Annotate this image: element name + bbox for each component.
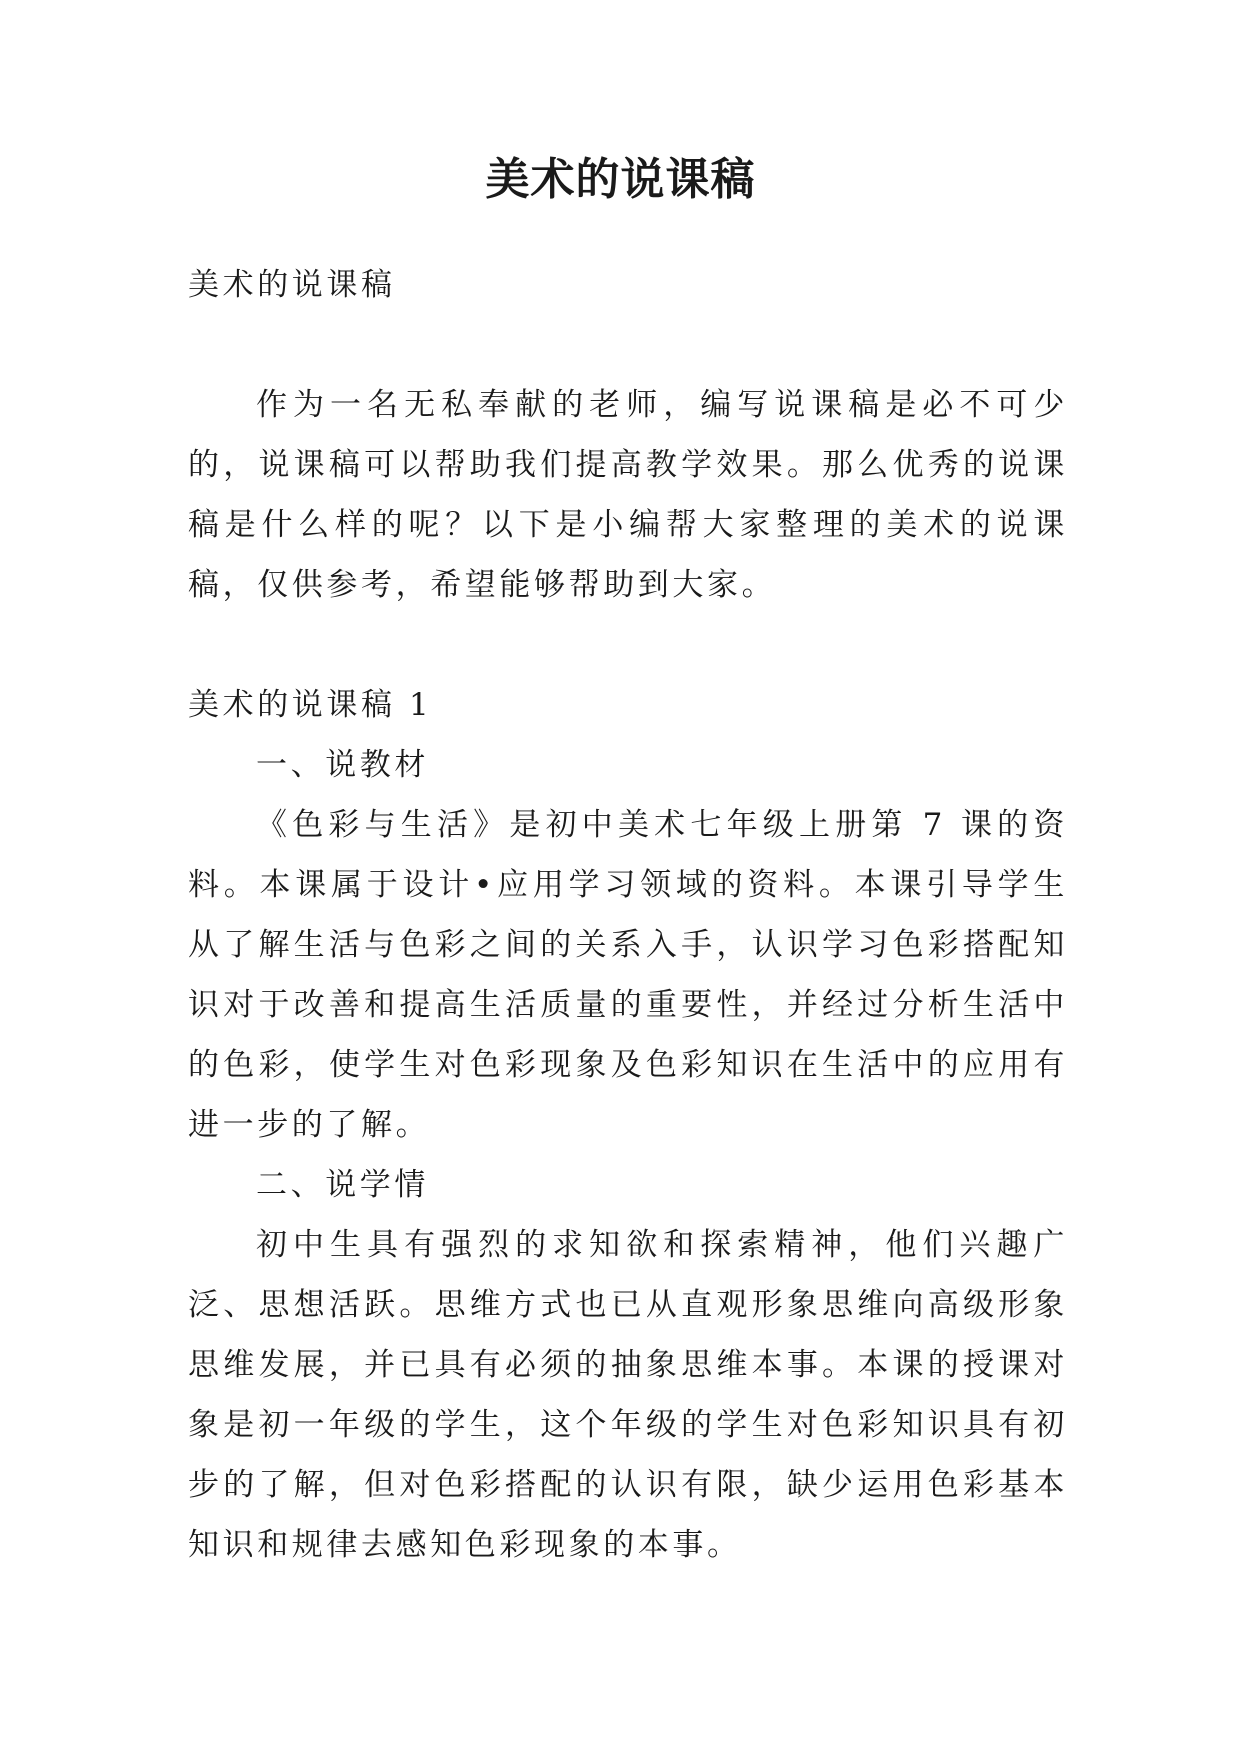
heading-learners: 二、说学情 (256, 1167, 429, 1203)
document-body (188, 255, 1068, 1575)
document-title: 美术的说课稿 (485, 154, 756, 205)
textbook-paragraph: 《色彩与生活》是初中美术七年级上册第 7 课的资料。本课属于设计•应用学习领域的资料。本课引导学生从了解生活与色彩之间的关系入手，认识学习色彩搭配知识对于改善和提高生活质量的重要性，并经过分析生活中的色彩，使学生对色彩现象及色彩知识在生活中的应用有进一步的了解。 (188, 807, 1068, 1143)
document-subtitle: 美术的说课稿 (188, 267, 396, 303)
heading-textbook: 一、说教材 (256, 747, 429, 783)
section-title: 美术的说课稿 1 (188, 687, 433, 723)
learners-paragraph: 初中生具有强烈的求知欲和探索精神，他们兴趣广泛、思想活跃。思维方式也已从直观形象思维向高级形象思维发展，并已具有必须的抽象思维本事。本课的授课对象是初一年级的学生，这个年级的学生对色彩知识具有初步的了解，但对色彩搭配的认识有限，缺少运用色彩基本知识和规律去感知色彩现象的本事。 (188, 1227, 1068, 1563)
intro-paragraph: 作为一名无私奉献的老师，编写说课稿是必不可少的，说课稿可以帮助我们提高教学效果。那么优秀的说课稿是什么样的呢？以下是小编帮大家整理的美术的说课稿，仅供参考，希望能够帮助到大家。 (188, 387, 1068, 603)
